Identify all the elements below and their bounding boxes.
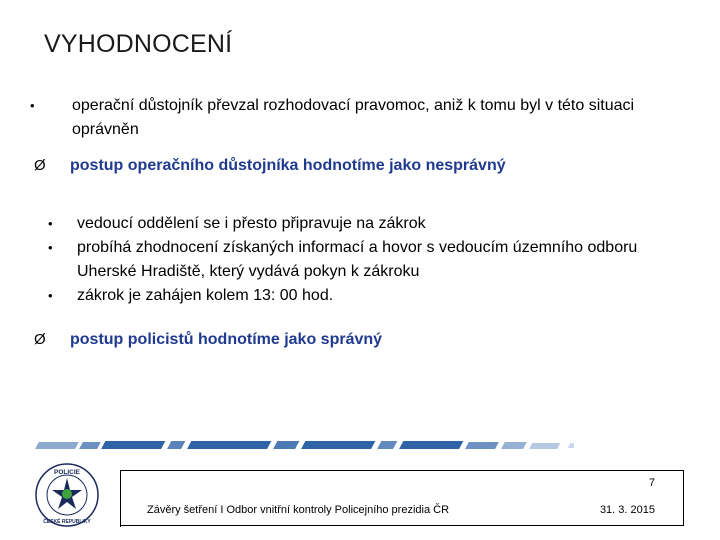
list-item	[48, 212, 668, 236]
finding-2-text: postup policistů hodnotíme jako správný	[70, 331, 383, 348]
bullet-dot: •	[48, 288, 53, 303]
page-number: 7	[648, 477, 655, 489]
bullet-dot: •	[48, 216, 53, 231]
bullet-dot: •	[30, 98, 35, 113]
finding-2	[34, 329, 674, 351]
bullet-item	[30, 94, 680, 142]
finding-1	[34, 155, 674, 177]
police-emblem-icon	[34, 462, 100, 528]
slide-title: VYHODNOCENÍ	[44, 30, 233, 58]
list-item-text: probíhá zhodnocení získaných informací a hovor s vedoucím územního odboru Uherské Hradiště, který vydává pokyn k zákroku	[77, 239, 638, 280]
logo-text-bottom: ČESKÉ REPUBLIKY	[43, 519, 91, 525]
bullet-dot: •	[48, 240, 53, 255]
footer-box	[120, 470, 684, 526]
bullet-text: operační důstojník převzal rozhodovací pravomoc, aniž k tomu byl v této situaci oprávněn	[72, 97, 635, 138]
arrow-bullet-icon: Ø	[34, 331, 46, 348]
list-item	[48, 284, 668, 308]
list-item-text: vedoucí oddělení se i přesto připravuje na zákrok	[77, 215, 426, 232]
logo-text-top: POLICIE	[53, 469, 81, 476]
decorative-stripe	[28, 436, 574, 454]
arrow-bullet-icon: Ø	[34, 157, 46, 174]
finding-1-text: postup operačního důstojníka hodnotíme jako nesprávný	[70, 157, 506, 174]
list-item	[48, 236, 668, 284]
footer-caption: Závěry šetření I Odbor vnitřní kontroly Policejního prezidia ČR	[147, 504, 450, 516]
list-item-text: zákrok je zahájen kolem 13: 00 hod.	[77, 287, 334, 304]
footer-date: 31. 3. 2015	[599, 504, 655, 516]
